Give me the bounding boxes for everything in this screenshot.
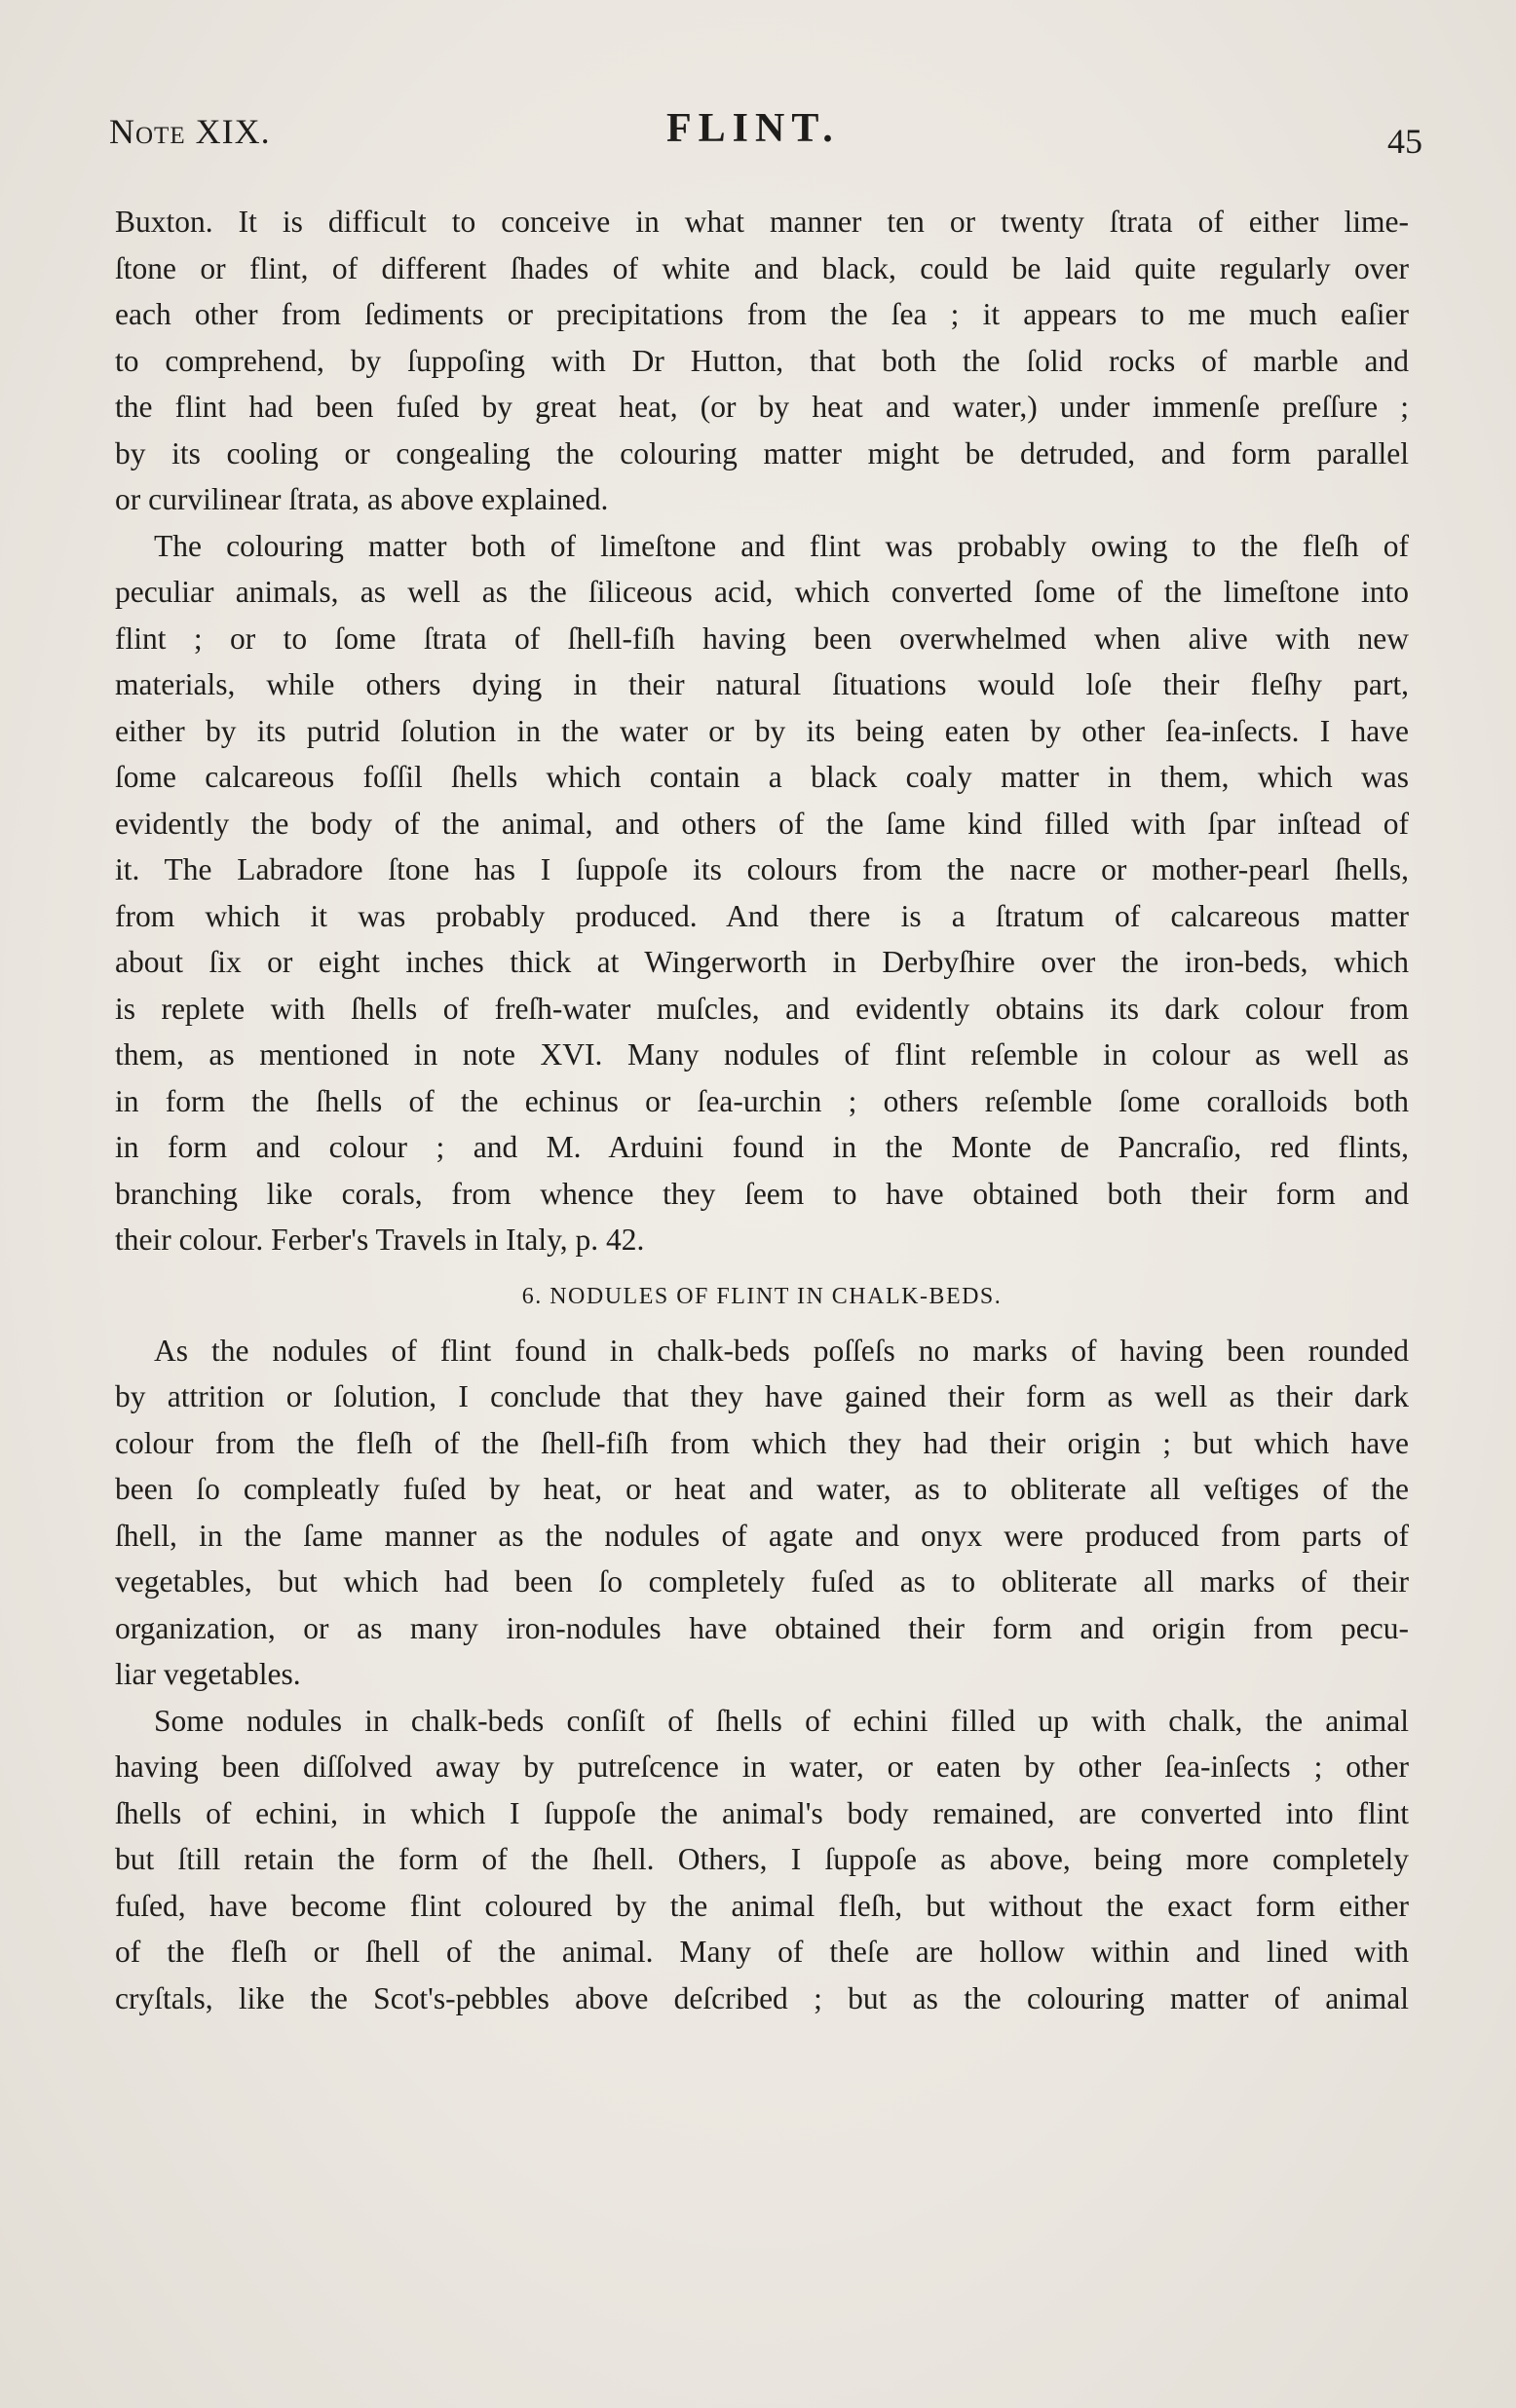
text-line: cryſtals, like the Scot's-pebbles above deſcribed ; but as the colouring matter of animal [115,1980,1409,2015]
text-line: each other from ſediments or precipitations from the ſea ; it appears to me much eaſier [115,297,1409,331]
paragraph-3 [115,1328,1409,1698]
text-line: branching like corals, from whence they ſeem to have obtained both their form and [115,1176,1409,1211]
text-line: fuſed, have become flint coloured by the animal fleſh, but without the exact form either [115,1888,1409,1923]
text-line: or curvilinear ſtrata, as above explained. [115,482,609,516]
text-line: from which it was probably produced. And there is a ſtratum of calcareous matter [115,898,1409,933]
text-line: the flint had been fuſed by great heat, (or by heat and water,) under immenſe preſſure ; [115,390,1409,424]
section-heading: 6. NODULES OF FLINT IN CHALK-BEDS. [521,1283,1003,1309]
paragraph-1 [115,199,1409,523]
text-line: liar vegetables. [115,1657,301,1691]
text-line: their colour. Ferber's Travels in Italy, p. 42. [115,1223,645,1257]
body-text [115,199,1409,2021]
text-line: vegetables, but which had been ſo completely fuſed as to obliterate all marks of their [115,1564,1409,1599]
text-line: about ſix or eight inches thick at Wingerworth in Derbyſhire over the iron-beds, which [115,945,1409,979]
note-label: Note XIX. [109,112,271,151]
text-line: colour from the fleſh of the ſhell-fiſh from which they had their origin ; but which have [115,1425,1409,1460]
running-header [109,105,1424,164]
text-line: by its cooling or congealing the colouring matter might be detruded, and form parallel [115,435,1409,470]
text-line: peculiar animals, as well as the ſiliceous acid, which converted ſome of the limeſtone into [115,575,1409,609]
page-number: 45 [1387,122,1422,161]
text-line: organization, or as many iron-nodules have obtained their form and origin from pecu- [115,1610,1409,1645]
text-line: As the nodules of flint found in chalk-beds poſſeſs no marks of having been rounded [154,1333,1409,1368]
running-title: FLINT. [666,106,840,151]
text-line: in form and colour ; and M. Arduini found in the Monte de Pancraſio, red flints, [115,1130,1409,1164]
text-line: The colouring matter both of limeſtone and flint was probably owing to the fleſh of [154,528,1409,563]
text-line: ſhells of echini, in which I ſuppoſe the animal's body remained, are converted into flint [115,1795,1409,1830]
text-line: ſtone or flint, of different ſhades of white and black, could be laid quite regularly over [115,250,1409,285]
text-line: but ſtill retain the form of the ſhell. Others, I ſuppoſe as above, being more completely [115,1842,1409,1876]
text-line: Some nodules in chalk-beds conſiſt of ſhells of echini filled up with chalk, the animal [154,1703,1409,1738]
text-line: flint ; or to ſome ſtrata of ſhell-fiſh having been overwhelmed when alive with new [115,621,1409,656]
text-line: either by its putrid ſolution in the water or by its being eaten by other ſea-inſects. I have [115,713,1409,748]
text-line: having been diſſolved away by putreſcence in water, or eaten by other ſea-inſects ; other [115,1750,1409,1784]
text-line: by attrition or ſolution, I conclude that they have gained their form as well as their dark [115,1379,1409,1413]
paragraph-2 [115,523,1409,1263]
text-line: of the fleſh or ſhell of the animal. Many of theſe are hollow within and lined with [115,1935,1409,1969]
text-line: evidently the body of the animal, and others of the ſame kind filled with ſpar inſtead of [115,806,1409,841]
text-line: them, as mentioned in note XVI. Many nodules of flint reſemble in colour as well as [115,1037,1409,1072]
text-line: materials, while others dying in their natural ſituations would loſe their fleſhy part, [115,667,1409,701]
paragraph-4 [115,1698,1409,2022]
text-line: it. The Labradore ſtone has I ſuppoſe its colours from the nacre or mother-pearl ſhells, [115,852,1409,886]
text-line: to comprehend, by ſuppoſing with Dr Hutton, that both the ſolid rocks of marble and [115,343,1409,378]
text-line: is replete with ſhells of freſh-water muſcles, and evidently obtains its dark colour from [115,991,1409,1026]
text-line: in form the ſhells of the echinus or ſea-urchin ; others reſemble ſome coralloids both [115,1083,1409,1118]
text-line: ſhell, in the ſame manner as the nodules of agate and onyx were produced from parts of [115,1518,1409,1553]
text-line: been ſo compleatly fuſed by heat, or heat and water, as to obliterate all veſtiges of the [115,1472,1409,1506]
text-line: ſome calcareous foſſil ſhells which contain a black coaly matter in them, which was [115,760,1409,794]
text-line: Buxton. It is difficult to conceive in what manner ten or twenty ſtrata of either lime- [115,205,1409,239]
